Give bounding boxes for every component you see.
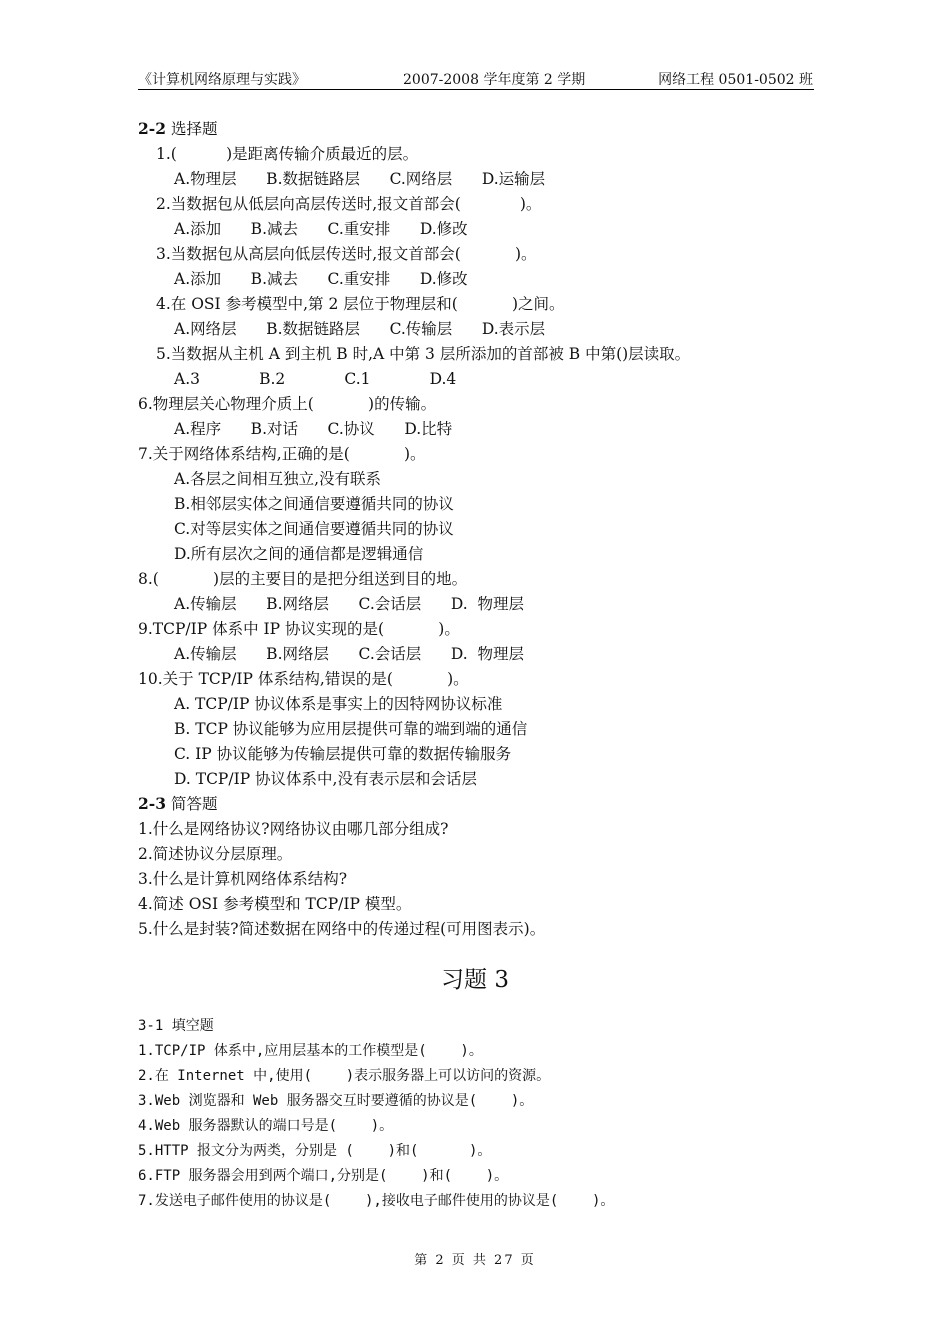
section-2-2-number: 2-2 (138, 119, 167, 138)
section-2-3-number: 2-3 (138, 794, 167, 813)
fill-blank-question: 7.发送电子邮件使用的协议是( ),接收电子邮件使用的协议是( )。 (138, 1193, 615, 1209)
exercise-3-title: 习题 3 (441, 967, 509, 993)
option-line: A.添加 B.减去 C.重安排 D.修改 (174, 220, 468, 238)
option-line: A.各层之间相互独立,没有联系 (174, 470, 382, 488)
header-divider (138, 89, 814, 90)
option-line: C. IP 协议能够为传输层提供可靠的数据传输服务 (174, 745, 512, 763)
header-class: 网络工程 0501-0502 班 (658, 72, 813, 88)
question-line: 5.当数据从主机 A 到主机 B 时,A 中第 3 层所添加的首部被 B 中第()层读取。 (156, 345, 691, 363)
short-answer-question: 3.什么是计算机网络体系结构? (138, 870, 348, 888)
question-line: 8.( )层的主要目的是把分组送到目的地。 (138, 570, 468, 588)
option-line: B.相邻层实体之间通信要遵循共同的协议 (174, 495, 454, 513)
fill-blank-question: 2.在 Internet 中,使用( )表示服务器上可以访问的资源。 (138, 1068, 551, 1084)
short-answer-question: 4.简述 OSI 参考模型和 TCP/IP 模型。 (138, 895, 412, 913)
question-line: 4.在 OSI 参考模型中,第 2 层位于物理层和( )之间。 (156, 295, 565, 313)
option-line: A.物理层 B.数据链路层 C.网络层 D.运输层 (174, 170, 546, 188)
fill-blank-question: 6.FTP 服务器会用到两个端口,分别是( )和( )。 (138, 1168, 509, 1184)
option-line: A.传输层 B.网络层 C.会话层 D. 物理层 (174, 645, 525, 663)
question-line: 9.TCP/IP 体系中 IP 协议实现的是( )。 (138, 620, 460, 638)
option-line: A.3 B.2 C.1 D.4 (174, 370, 457, 388)
question-line: 2.当数据包从低层向高层传送时,报文首部会( )。 (156, 195, 542, 213)
fill-blank-question: 3.Web 浏览器和 Web 服务器交互时要遵循的协议是( )。 (138, 1093, 534, 1109)
fill-blank-question: 5.HTTP 报文分为两类，分别是 ( )和( )。 (138, 1143, 492, 1159)
question-line: 7.关于网络体系结构,正确的是( )。 (138, 445, 426, 463)
section-2-3-title: 简答题 (170, 795, 218, 813)
short-answer-question: 5.什么是封装?简述数据在网络中的传递过程(可用图表示)。 (138, 920, 546, 938)
question-line: 3.当数据包从高层向低层传送时,报文首部会( )。 (156, 245, 537, 263)
option-line: D. TCP/IP 协议体系中,没有表示层和会话层 (174, 770, 477, 788)
question-line: 10.关于 TCP/IP 体系结构,错误的是( )。 (138, 670, 469, 688)
question-line: 1.( )是距离传输介质最近的层。 (156, 145, 419, 163)
option-line: D.所有层次之间的通信都是逻辑通信 (174, 545, 424, 563)
option-line: A.程序 B.对话 C.协议 D.比特 (174, 420, 453, 438)
option-line: B. TCP 协议能够为应用层提供可靠的端到端的通信 (174, 720, 528, 738)
header-semester: 2007-2008 学年度第 2 学期 (403, 72, 586, 88)
option-line: A.网络层 B.数据链路层 C.传输层 D.表示层 (174, 320, 546, 338)
option-line: C.对等层实体之间通信要遵循共同的协议 (174, 520, 454, 538)
fill-blank-question: 1.TCP/IP 体系中,应用层基本的工作模型是( )。 (138, 1043, 483, 1059)
option-line: A.添加 B.减去 C.重安排 D.修改 (174, 270, 468, 288)
page-number: 第 2 页 共 27 页 (414, 1253, 536, 1268)
section-2-2-title: 选择题 (170, 120, 218, 138)
section-2-2-heading (138, 119, 217, 139)
header-course-title: 《计算机网络原理与实践》 (138, 72, 306, 88)
option-line: A. TCP/IP 协议体系是事实上的因特网协议标准 (174, 695, 503, 713)
short-answer-question: 1.什么是网络协议?网络协议由哪几部分组成? (138, 820, 449, 838)
short-answer-question: 2.简述协议分层原理。 (138, 845, 293, 863)
fill-blank-question: 4.Web 服务器默认的端口号是( )。 (138, 1118, 394, 1134)
section-2-3-heading (138, 794, 217, 814)
section-3-1-heading: 3-1 填空题 (138, 1018, 214, 1034)
option-line: A.传输层 B.网络层 C.会话层 D. 物理层 (174, 595, 525, 613)
question-line: 6.物理层关心物理介质上( )的传输。 (138, 395, 437, 413)
